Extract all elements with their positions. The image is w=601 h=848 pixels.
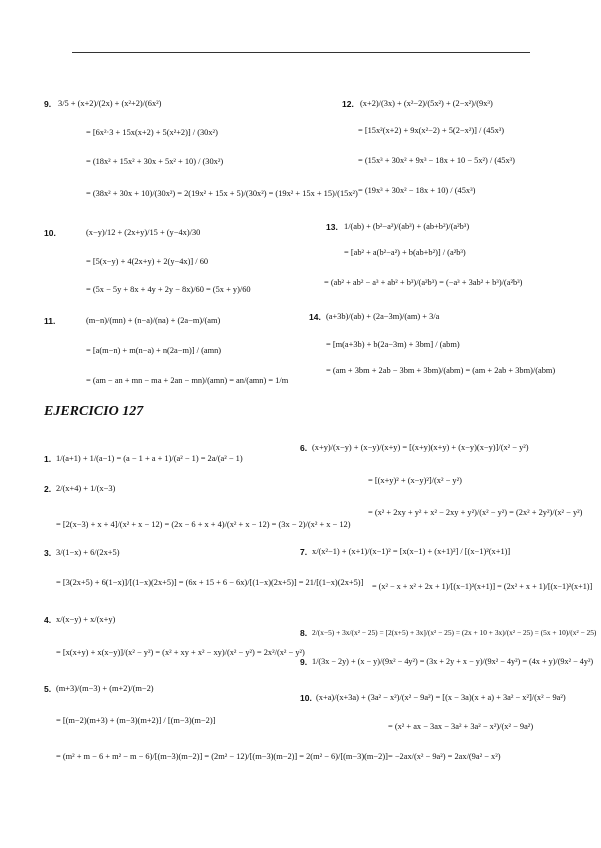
math-line: (x+a)/(x+3a) + (3a² − x²)/(x² − 9a²) = [(x − 3a)(x + a) + 3a² − x²]/(x² − 9a²) (316, 693, 566, 702)
math-line: = [m(a+3b) + b(2a−3m) + 3bm] / (abm) (326, 340, 460, 349)
math-line: (x−y)/12 + (2x+y)/15 + (y−4x)/30 (86, 228, 201, 237)
math-line: = [2(x−3) + x + 4]/(x² + x − 12) = (2x − 6 + x + 4)/(x² + x − 12) = (3x − 2)/(x² + x − 12) (56, 520, 351, 529)
exercise-number: 8. (300, 628, 308, 638)
exercise-number: 10. (300, 693, 312, 703)
math-line: 2/(x+4) + 1/(x−3) (56, 484, 116, 493)
math-line: = [5(x−y) + 4(2x+y) + 2(y−4x)] / 60 (86, 257, 209, 266)
math-line: = [(x+y)² + (x−y)²]/(x² − y²) (368, 476, 462, 485)
math-line: = (15x³ + 30x² + 9x³ − 18x + 10 − 5x²) / (45x³) (358, 156, 515, 165)
math-line: x/(x−y) + x/(x+y) (56, 615, 116, 624)
exercise-number: 9. (300, 657, 308, 667)
math-line: = (am + 3bm + 2ab − 3bm + 3bm)/(abm) = (am + 2ab + 3bm)/(abm) (326, 366, 556, 375)
math-line: (x+y)/(x−y) + (x−y)/(x+y) = [(x+y)(x+y) + (x−y)(x−y)]/(x² − y²) (312, 443, 529, 452)
math-line: x/(x²−1) + (x+1)/(x−1)² = [x(x−1) + (x+1)²] / [(x−1)²(x+1)] (312, 547, 511, 556)
math-line: = (am − an + mn − ma + 2an − mn)/(amn) = an/(amn) = 1/m (86, 376, 289, 385)
exercise-number: 4. (44, 615, 52, 625)
header-rule (72, 52, 530, 53)
math-line: = (ab² + ab² − a³ + ab² + b³)/(a²b³) = (−a³ + 3ab² + b³)/(a²b³) (324, 278, 523, 287)
exercise-number: 6. (300, 443, 308, 453)
math-line: (m−n)/(mn) + (n−a)/(na) + (2a−m)/(am) (86, 316, 221, 325)
math-line: 1/(ab) + (b²−a²)/(ab³) + (ab+b²)/(a²b³) (344, 222, 470, 231)
exercise-number: 11. (44, 316, 56, 326)
exercise-number: 1. (44, 454, 52, 464)
exercise-number: 14. (309, 312, 321, 322)
exercise-number: 12. (342, 99, 354, 109)
math-line: (a+3b)/(ab) + (2a−3m)/(am) + 3/a (326, 312, 440, 321)
math-line: = [ab² + a(b²−a²) + b(ab+b²)] / (a²b³) (344, 248, 466, 257)
math-line: 1/(a+1) + 1/(a−1) = (a − 1 + a + 1)/(a² − 1) = 2a/(a² − 1) (56, 454, 243, 463)
section-heading: EJERCICIO 127 (44, 404, 144, 419)
math-line: = [3(2x+5) + 6(1−x)]/[(1−x)(2x+5)] = (6x + 15 + 6 − 6x)/[(1−x)(2x+5)] = 21/[(1−x)(2x+5)] (56, 578, 364, 587)
exercise-number: 7. (300, 547, 308, 557)
math-line: = [6x²·3 + 15x(x+2) + 5(x²+2)] / (30x²) (86, 128, 218, 137)
math-line: 1/(3x − 2y) + (x − y)/(9x² − 4y²) = (3x + 2y + x − y)/(9x² − 4y²) = (4x + y)/(9x² − 4y²) (312, 657, 594, 666)
math-line: 3/(1−x) + 6/(2x+5) (56, 548, 120, 557)
exercise-number: 5. (44, 684, 52, 694)
math-line: = −2ax/(x² − 9a²) = 2ax/(9a² − x²) (388, 752, 501, 761)
exercise-number: 10. (44, 228, 56, 238)
math-line: = [15x²(x+2) + 9x(x²−2) + 5(2−x²)] / (45x³) (358, 126, 505, 135)
math-line: = (x² − x + x² + 2x + 1)/[(x−1)²(x+1)] = (2x² + x + 1)/[(x−1)²(x+1)] (372, 582, 593, 591)
math-line: = [a(m−n) + m(n−a) + n(2a−m)] / (amn) (86, 346, 222, 355)
exercise-number: 3. (44, 548, 52, 558)
exercise-number: 13. (326, 222, 338, 232)
math-line: = (18x² + 15x² + 30x + 5x² + 10) / (30x²) (86, 157, 224, 166)
math-line: 2/(x−5) + 3x/(x² − 25) = [2(x+5) + 3x]/(x² − 25) = (2x + 10 + 3x)/(x² − 25) = (5x + 10)/(x² − 25) (312, 628, 597, 637)
math-line: (m+3)/(m−3) + (m+2)/(m−2) (56, 684, 154, 693)
math-line: = (x² + 2xy + y² + x² − 2xy + y²)/(x² − y²) = (2x² + 2y²)/(x² − y²) (368, 508, 583, 517)
math-line: = (x² + ax − 3ax − 3a² + 3a² − x²)/(x² − 9a²) (388, 722, 534, 731)
math-line: = (19x³ + 30x² − 18x + 10) / (45x³) (358, 186, 476, 195)
math-line: = (5x − 5y + 8x + 4y + 2y − 8x)/60 = (5x + y)/60 (86, 285, 251, 294)
math-line: 3/5 + (x+2)/(2x) + (x²+2)/(6x²) (58, 99, 162, 108)
math-line: = (38x² + 30x + 10)/(30x²) = 2(19x² + 15x + 5)/(30x²) = (19x² + 15x + 15)/(15x²) (86, 189, 358, 198)
math-line: = [(m−2)(m+3) + (m−3)(m+2)] / [(m−3)(m−2)] (56, 716, 216, 725)
math-line: (x+2)/(3x) + (x²−2)/(5x²) + (2−x²)/(9x³) (360, 99, 493, 108)
math-line: = (m² + m − 6 + m² − m − 6)/[(m−3)(m−2)] = (2m² − 12)/[(m−3)(m−2)] = 2(m² − 6)/[(m−3)(m−2)] (56, 752, 388, 761)
exercise-number: 9. (44, 99, 52, 109)
math-line: = [x(x+y) + x(x−y)]/(x² − y²) = (x² + xy + x² − xy)/(x² − y²) = 2x²/(x² − y²) (56, 648, 305, 657)
exercise-number: 2. (44, 484, 52, 494)
